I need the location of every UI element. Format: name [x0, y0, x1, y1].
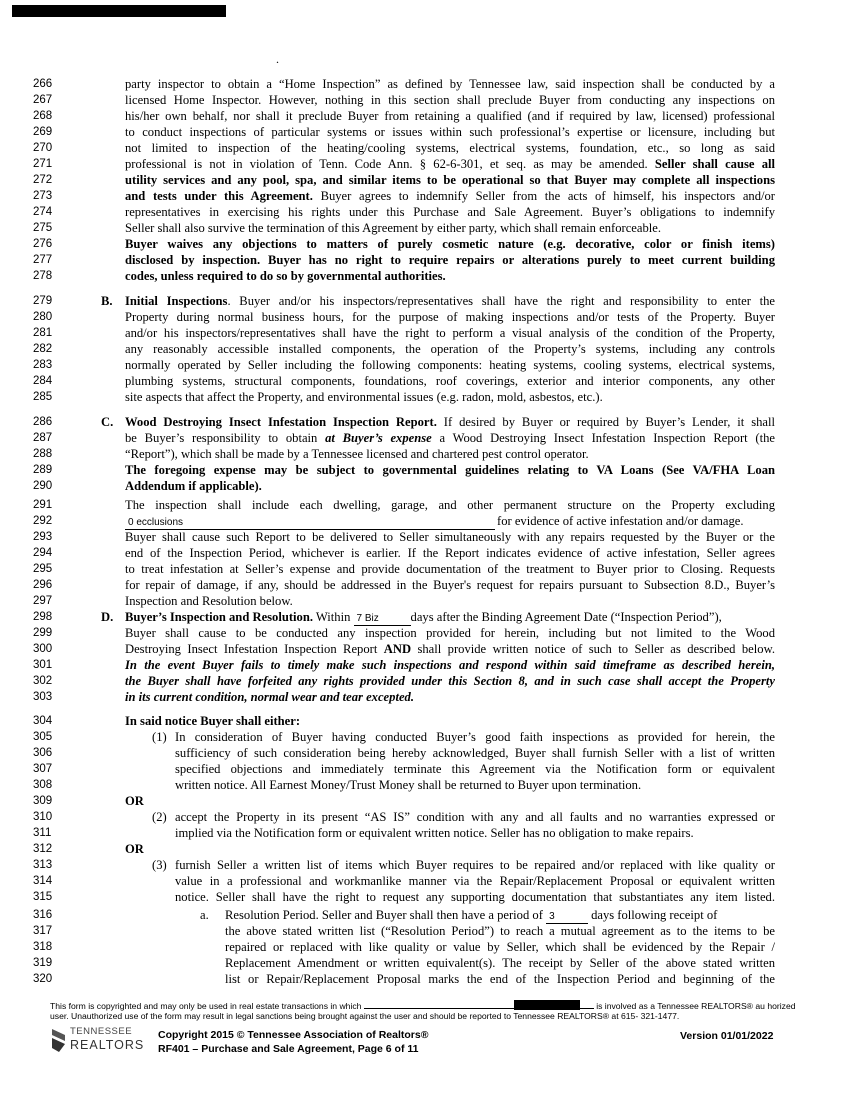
text-line: repaired or replaced with like quality or value by Seller, which shall be evidenced by the Repair / — [225, 940, 775, 954]
section-heading: Initial Inspections — [125, 294, 228, 308]
line-number: 276 — [33, 238, 53, 250]
section-letter-c: C. — [101, 415, 114, 429]
text-line: Seller shall also survive the termination of this Agreement by either party, which shall remain enforceable. — [125, 221, 661, 235]
text-span: days after the Binding Agreement Date (“Inspection Period”), — [410, 610, 722, 624]
line-number: 308 — [33, 779, 53, 791]
text-line: furnish Seller a written list of items which Buyer requires to be repaired and/or replaced with like quality or — [175, 858, 775, 872]
section-heading: Wood Destroying Insect Infestation Inspection Report. — [125, 415, 437, 429]
text-line: plumbing systems, structural components, foundations, roof coverings, exterior and interior components, any other — [125, 374, 775, 388]
text-line: utility services and any pool, spa, and similar items to be operational so that Buyer may complete all inspections — [125, 173, 775, 187]
line-number: 305 — [33, 731, 53, 743]
logo-text-top: TENNESSEE — [70, 1026, 133, 1037]
line-number: 280 — [33, 311, 53, 323]
line-number: 286 — [33, 416, 53, 428]
text-line: accept the Property in its present “AS IS” condition with any and all faults and no warranties expressed or — [175, 810, 775, 824]
line-number: 273 — [33, 190, 53, 202]
text-line: In the event Buyer fails to timely make such inspections and respond within said timeframe as described herein, — [125, 658, 775, 672]
text-span: be Buyer’s responsibility to obtain — [125, 431, 326, 445]
text-span: Resolution Period. Seller and Buyer shall then have a period of — [225, 908, 547, 922]
text-line: for repair of damage, if any, should be addressed in the Buyer's request for repairs pursuant to Subsection 8.D., Buyer’s — [125, 578, 775, 592]
text-line: value in a professional and workmanlike manner via the Repair/Replacement Proposal or equivalent written — [175, 874, 775, 888]
option-number: (1) — [152, 730, 167, 744]
version-label: Version 01/01/2022 — [680, 1030, 774, 1042]
text-line: codes, unless required to do so by governmental authorities. — [125, 269, 446, 283]
line-number: 282 — [33, 343, 53, 355]
text-span: days following receipt of — [591, 908, 718, 922]
or-label: OR — [125, 794, 144, 808]
copyright-line: Copyright 2015 © Tennessee Association of Realtors® — [158, 1029, 429, 1041]
text-line: the above stated written list (“Resolution Period”) to reach a mutual agreement as to the items to be — [225, 924, 775, 938]
text-line: to treat infestation at Seller’s expense and provide documentation of the treatment to Buyer prior to Closing. Requests — [125, 562, 775, 576]
line-number: 298 — [33, 611, 53, 623]
line-number: 300 — [33, 643, 53, 655]
text-line: Buyer shall cause such Report to be delivered to Seller simultaneously with any repairs requested by the Buyer or the — [125, 530, 775, 544]
line-number: 277 — [33, 254, 53, 266]
line-number: 318 — [33, 941, 53, 953]
line-number: 289 — [33, 464, 53, 476]
text-line: implied via the Notification form or equivalent written notice. Seller has no obligation to make repairs. — [175, 826, 694, 840]
text-line: written notice. All Earnest Money/Trust Money shall be returned to Buyer upon termination. — [175, 778, 642, 792]
line-number: 291 — [33, 499, 53, 511]
line-number: 320 — [33, 973, 53, 985]
text-line: the Buyer shall have forfeited any rights provided under this Section 8, and in such case shall accept the Property — [125, 674, 775, 688]
notice-text: This form is copyrighted and may only be used in real estate transactions in which — [50, 1001, 364, 1011]
sub-item-letter: a. — [200, 908, 209, 922]
logo-mark-icon — [50, 1025, 70, 1053]
line-number: 272 — [33, 174, 53, 186]
text-line: Inspection and Resolution below. — [125, 594, 293, 608]
text-line: Addendum if applicable). — [125, 479, 262, 493]
text-line: Property during normal business hours, for the purpose of making inspections and/or tests of the Property. Buyer — [125, 310, 775, 324]
line-number: 275 — [33, 222, 53, 234]
line-number: 270 — [33, 142, 53, 154]
text-line: representatives in exercising his rights under this Purchase and Sale Agreement. Buyer’s obligations to indemnify — [125, 205, 775, 219]
line-number: 311 — [33, 827, 52, 839]
line-number: 271 — [33, 158, 53, 170]
licensee-blank — [580, 1000, 594, 1009]
line-number: 310 — [33, 811, 53, 823]
text-line — [125, 156, 775, 172]
text-line: not limited to inspection of the heating/cooling systems, electrical systems, foundation, etc., so long as said — [125, 141, 775, 155]
text-line — [125, 188, 775, 204]
line-number: 297 — [33, 595, 53, 607]
line-number: 266 — [33, 78, 53, 90]
bold-span: and tests under this Agreement. — [125, 189, 313, 203]
line-number: 269 — [33, 126, 53, 138]
text-line: list or Repair/Replacement Proposal marks the end of the Inspection Period and beginning of the — [225, 972, 775, 986]
line-number: 267 — [33, 94, 53, 106]
line-number: 315 — [33, 891, 53, 903]
text-line: The foregoing expense may be subject to governmental guidelines relating to VA Loans (See VA/FHA Loan — [125, 463, 775, 477]
redaction-bar — [514, 1000, 580, 1010]
text-line: party inspector to obtain a “Home Inspection” as defined by Tennessee law, said inspection shall be conducted by a — [125, 77, 775, 91]
line-number: 285 — [33, 391, 53, 403]
line-number: 278 — [33, 270, 53, 282]
text-line: in its current condition, normal wear and tear excepted. — [125, 690, 414, 704]
line-number: 307 — [33, 763, 53, 775]
text-line: Replacement Amendment or written equivalent(s). The receipt by Seller of the above stated written — [225, 956, 775, 970]
line-number: 274 — [33, 206, 53, 218]
line-number: 281 — [33, 327, 53, 339]
line-number: 292 — [33, 515, 53, 527]
line-number: 301 — [33, 659, 53, 671]
text-line — [125, 641, 775, 657]
notice-text: is involved as a Tennessee REALTORS® au horized — [593, 1001, 796, 1011]
text-span: professional is not in violation of Tenn. Code Ann. § 62-6-301, et seq. as may be amended. — [125, 157, 648, 171]
line-number: 306 — [33, 747, 53, 759]
stray-mark: . — [276, 52, 279, 66]
line-number: 319 — [33, 957, 53, 969]
text-line: normally operated by Seller including the following components: heating systems, cooling systems, electrical systems, — [125, 358, 775, 372]
logo-text-bottom: REALTORS — [70, 1038, 145, 1052]
notice-text: user. Unauthorized use of the form may result in legal sanctions being brought against the user and should be reported to Tennessee REALTORS® at 615- 321-1477. — [50, 1011, 680, 1021]
line-number: 296 — [33, 579, 53, 591]
text-line — [125, 293, 775, 309]
text-line: to conduct inspections of particular systems or issues within such professional’s expertise or licensure, including but — [125, 125, 775, 139]
text-line: Buyer waives any objections to matters of purely cosmetic nature (e.g. decorative, color or finish items) — [125, 237, 775, 251]
text-line — [225, 907, 717, 924]
section-letter-b: B. — [101, 294, 113, 308]
redaction-bar — [12, 5, 226, 17]
text-line: specified objections and immediately terminate this Agreement via the Notification form or equivalent — [175, 762, 775, 776]
text-line: and/or his inspectors/representatives shall have the right to perform a visual analysis of the condition of the Property, — [125, 326, 775, 340]
option-number: (2) — [152, 810, 167, 824]
exclusions-field[interactable]: 0 ecclusions — [125, 517, 495, 530]
section-letter-d: D. — [101, 610, 114, 624]
text-line: site aspects that affect the Property, and environmental issues (e.g. radon, mold, asbestos, etc.). — [125, 390, 603, 404]
bold-span: Seller shall cause all — [654, 157, 775, 171]
text-line — [125, 513, 744, 530]
line-number: 316 — [33, 909, 53, 921]
text-line: end of the Inspection Period, whichever is earlier. If the Report indicates evidence of active infestation, Seller agrees — [125, 546, 775, 560]
text-span: Within — [313, 610, 354, 624]
text-line: The inspection shall include each dwelling, garage, and other permanent structure on the Property excluding — [125, 498, 775, 512]
licensee-blank — [364, 1000, 514, 1009]
line-number: 313 — [33, 859, 53, 871]
text-line: “Report”), which shall be made by a Tennessee licensed and chartered pest control operator. — [125, 447, 589, 461]
bold-span: AND — [383, 642, 412, 656]
line-number: 312 — [33, 843, 53, 855]
text-line: In consideration of Buyer having conducted Buyer’s good faith inspections as provided for herein, the — [175, 730, 775, 744]
form-id: RF401 – Purchase and Sale Agreement, Page 6 of 11 — [158, 1043, 419, 1055]
line-number: 290 — [33, 480, 53, 492]
copyright-notice — [50, 1000, 810, 1021]
text-line — [125, 430, 775, 446]
text-line — [125, 414, 775, 430]
line-number: 295 — [33, 563, 53, 575]
line-number: 294 — [33, 547, 53, 559]
line-number: 304 — [33, 715, 53, 727]
line-number: 268 — [33, 110, 53, 122]
text-line: Buyer shall cause to be conducted any inspection provided for herein, including but not limited to the Wood — [125, 626, 775, 640]
section-heading: Buyer’s Inspection and Resolution. — [125, 610, 313, 624]
text-span: shall provide written notice of such to Seller as described below. — [411, 642, 775, 656]
line-number: 284 — [33, 375, 53, 387]
text-line: In said notice Buyer shall either: — [125, 714, 301, 728]
line-number: 303 — [33, 691, 53, 703]
text-span: for evidence of active infestation and/or damage. — [497, 514, 744, 528]
option-number: (3) — [152, 858, 167, 872]
text-line — [125, 609, 722, 626]
text-span: Buyer agrees to indemnify Seller from the acts of himself, his inspectors and/or — [320, 189, 775, 203]
line-number: 309 — [33, 795, 53, 807]
line-number: 287 — [33, 432, 53, 444]
resolution-period-field[interactable]: 3 — [546, 911, 588, 924]
line-number: 302 — [33, 675, 53, 687]
bold-italic-span: at Buyer’s expense — [325, 431, 432, 445]
text-line: sufficiency of such consideration being hereby acknowledged, Buyer shall furnish Seller with a list of written — [175, 746, 775, 760]
inspection-period-field[interactable]: 7 Biz — [354, 613, 411, 626]
line-number: 293 — [33, 531, 53, 543]
text-span: If desired by Buyer or required by Buyer’s Lender, it shall — [436, 415, 775, 429]
tennessee-realtors-logo — [50, 1024, 150, 1054]
text-span: Destroying Insect Infestation Inspection Report — [125, 642, 384, 656]
text-span: . Buyer and/or his inspectors/representatives shall have the right and responsibility to enter the — [227, 294, 775, 308]
line-number: 317 — [33, 925, 53, 937]
text-line: notice. Seller shall have the right to request any supporting documentation that substantiates any item listed. — [175, 890, 775, 904]
line-number: 288 — [33, 448, 53, 460]
text-line: any reasonably accessible installed components, the operation of the Property’s systems, including any controls — [125, 342, 775, 356]
or-label: OR — [125, 842, 144, 856]
line-number: 314 — [33, 875, 53, 887]
text-span: a Wood Destroying Insect Infestation Inspection Report (the — [431, 431, 775, 445]
text-line: disclosed by inspection. Buyer has no right to require repairs or alterations purely to meet current building — [125, 253, 775, 267]
line-number: 299 — [33, 627, 53, 639]
text-line: licensed Home Inspector. However, nothing in this section shall preclude Buyer from conducting any inspections on — [125, 93, 775, 107]
line-number: 283 — [33, 359, 53, 371]
line-number: 279 — [33, 295, 53, 307]
text-line: his/her own behalf, nor shall it preclude Buyer from retaining a qualified (and if required by law, licensed) professional — [125, 109, 775, 123]
